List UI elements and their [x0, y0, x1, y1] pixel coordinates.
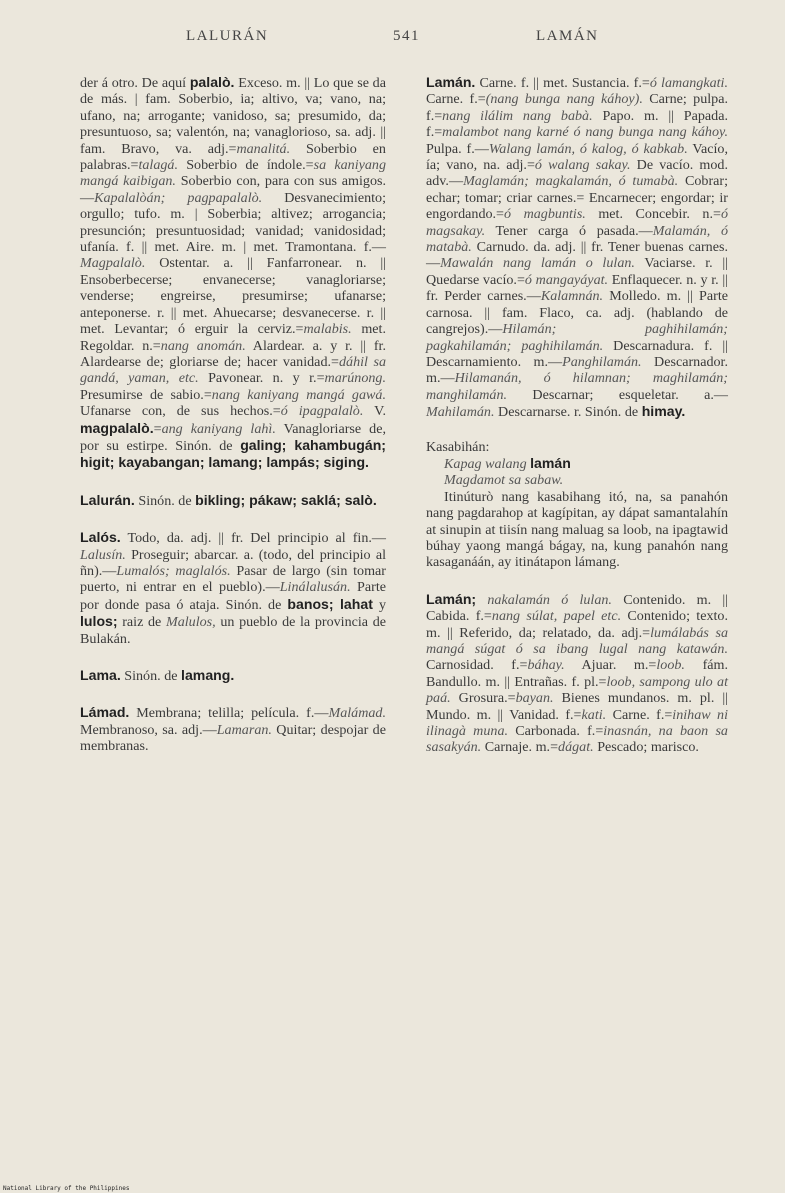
- entry-laman-2: Lamán; nakalamán ó lulan. Contenido. m. || Cabida. f.=nang súlat, papel etc. Contenido; texto. m. || Referido, da; relatado, da. adj.=lumálabás sa mangá súgat ó sa ibang lugal nang katawán. Carnosidad. f.=báhay. Ajuar. m.=loob. fám. Bandullo. m. || Entrañas. f. pl.=loob, sampong ulo at paá. Grosura.=bayan. Bienes mundanos. m. pl. || Mundo. m. || Vanidad. f.=kati. Carne. f.=inihaw ni ilinagà muna. Carbonada. f.=inasnán, na baon sa sasakyán. Carnaje. m.=dágat. Pescado; marisco.: [426, 590, 729, 756]
- header-left-guideword: LALURÁN: [186, 28, 269, 44]
- entry-palalo: der á otro. De aquí palalò. Exceso. m. || Lo que se da de más. | fam. Soberbio, ia; altivo, va; vano, na; ufano, na; arrogante; vanidoso, sa; presumido, da; presuntuoso, sa; valentón, na; vanaglorioso, sa. adj. || fam. Bravo, va. adj.=manalitá. Soberbio en palabras.=talagá. Soberbio de índole.=sa kaniyang mangá kaibigan. Soberbio con, para con sus amigos.—Kapalalòán; pagpapalalò. Desvanecimiento; orgullo; tufo. m. | Soberbia; altivez; arrogancia; presunción; presuntuosidad; vanidad; vanidosidad; ufanía. f. || met. Aire. m. | met. Tramontana. f.—Magpalalò. Ostentar. a. || Fanfarronear. n. || Ensoberbecerse; envanecerse; vanagloriarse; venderse; engreirse, presumirse; ufanarse; anteponerse. r. || met. Ahuecarse; desvanecerse. r. || met. Levantar; ó erguir la cerviz.=malabis. met. Regoldar. n.=nang anomán. Alardear. a. y r. || fr. Alardearse de; gloriarse de; hacer vanidad.=dáhil sa gandá, yaman, etc. Pavonear. n. y r.=marúnong. Presumirse de sabio.=nang kaniyang mangá gawá. Ufanarse con, de sus hechos.=ó ipagpalalò. V. magpalalò.=ang kaniyang lahì. Vanagloriarse de, por su estirpe. Sinón. de galing; kahambugán; higit; kayabangan; lamang; lampás; siging.: [80, 74, 387, 471]
- kasabihan-explanation: Itinúturò nang kasabihang itó, na, sa panahón nang pagdarahop at kagípitan, ay dápat samantalahín at sinupin at tiisín nang maluag sa loob, na ipagtawid búhay yaong mangá bágay, na, kung panahón nang kasaganáán, ay itinátapon lámang.: [426, 488, 728, 571]
- library-footer: National Library of the Philippines: [3, 1185, 130, 1192]
- entry-laman: Lamán. Carne. f. || met. Sustancia. f.=ó lamangkati. Carne. f.=(nang bunga nang káhoy). Carne; pulpa. f.=nang ilálim nang babà. Papo. m. || Papada. f.=malambot nang karné ó nang bunga nang káhoy. Pulpa. f.—Walang lamán, ó kalog, ó kabkab. Vacío, ía; vano, na. adj.=ó walang sakay. De vacío. mod. adv.—Maglamán; magkalamán, ó tumabà. Cobrar; echar; tomar; criar carnes.= Encarnecer; engordar; ir engordando.=ó magbuntis. met. Concebir. n.=ó magsakay. Tener carga ó pasada.—Malamán, ó matabà. Carnudo. da. adj. || fr. Tener buenas carnes.—Mawalán nang lamán o lulan. Vaciarse. r. || Quedarse vacío.=ó mangayáyat. Enflaquecer. n. y r. || fr. Perder carnes.—Kalamnán. Molledo. m. || Parte carnosa. || fam. Flaco, ca. adj. (hablando de cangrejos).—Hilamán; paghihilamán; pagkahilamán; paghihilamán. Descarnadura. f. || Descarnamiento. m.—Panghilamán. Descarnador. m.—Hilamanán, ó hilamnan; maghilamán; manghilamán. Descarnar; esqueletar. a.—Mahilamán. Descarnarse. r. Sinón. de himay.: [426, 74, 729, 421]
- header-right-guideword: LAMÁN: [536, 28, 599, 44]
- entry-laluran: Lalurán. Sinón. de bikling; pákaw; saklá; salò.: [80, 491, 377, 509]
- page-number: 541: [393, 28, 420, 44]
- kasabihan-verse-line-2: Magdamot sa sabaw.: [444, 472, 564, 489]
- right-column: [426, 74, 728, 756]
- page-header: [0, 28, 785, 54]
- kasabihan-verse-line-1: Kapag walang lamán: [444, 454, 571, 472]
- left-column: [80, 74, 386, 755]
- entry-lalos: Lalós. Todo, da. adj. || fr. Del principio al fin.—Lalusín. Proseguir; abarcar. a. (todo, del principio al ñn).—Lumalós; maglalós. Pasar de largo (sin tomar puerto, ni entrar en el pueblo).—Linálalusán. Parte por donde pasa ó ataja. Sinón. de banos; lahat y lulos; raiz de Malulos, un pueblo de la provincia de Bulakán.: [80, 529, 387, 647]
- entry-lama: Lama. Sinón. de lamang.: [80, 667, 235, 684]
- entry-lamad: Lámad. Membrana; telilla; película. f.—Malámad. Membranoso, sa. adj.—Lamaran. Quitar; despojar de membranas.: [80, 704, 386, 755]
- kasabihan-label: Kasabihán:: [426, 438, 490, 455]
- kasabihan-section: [426, 439, 728, 571]
